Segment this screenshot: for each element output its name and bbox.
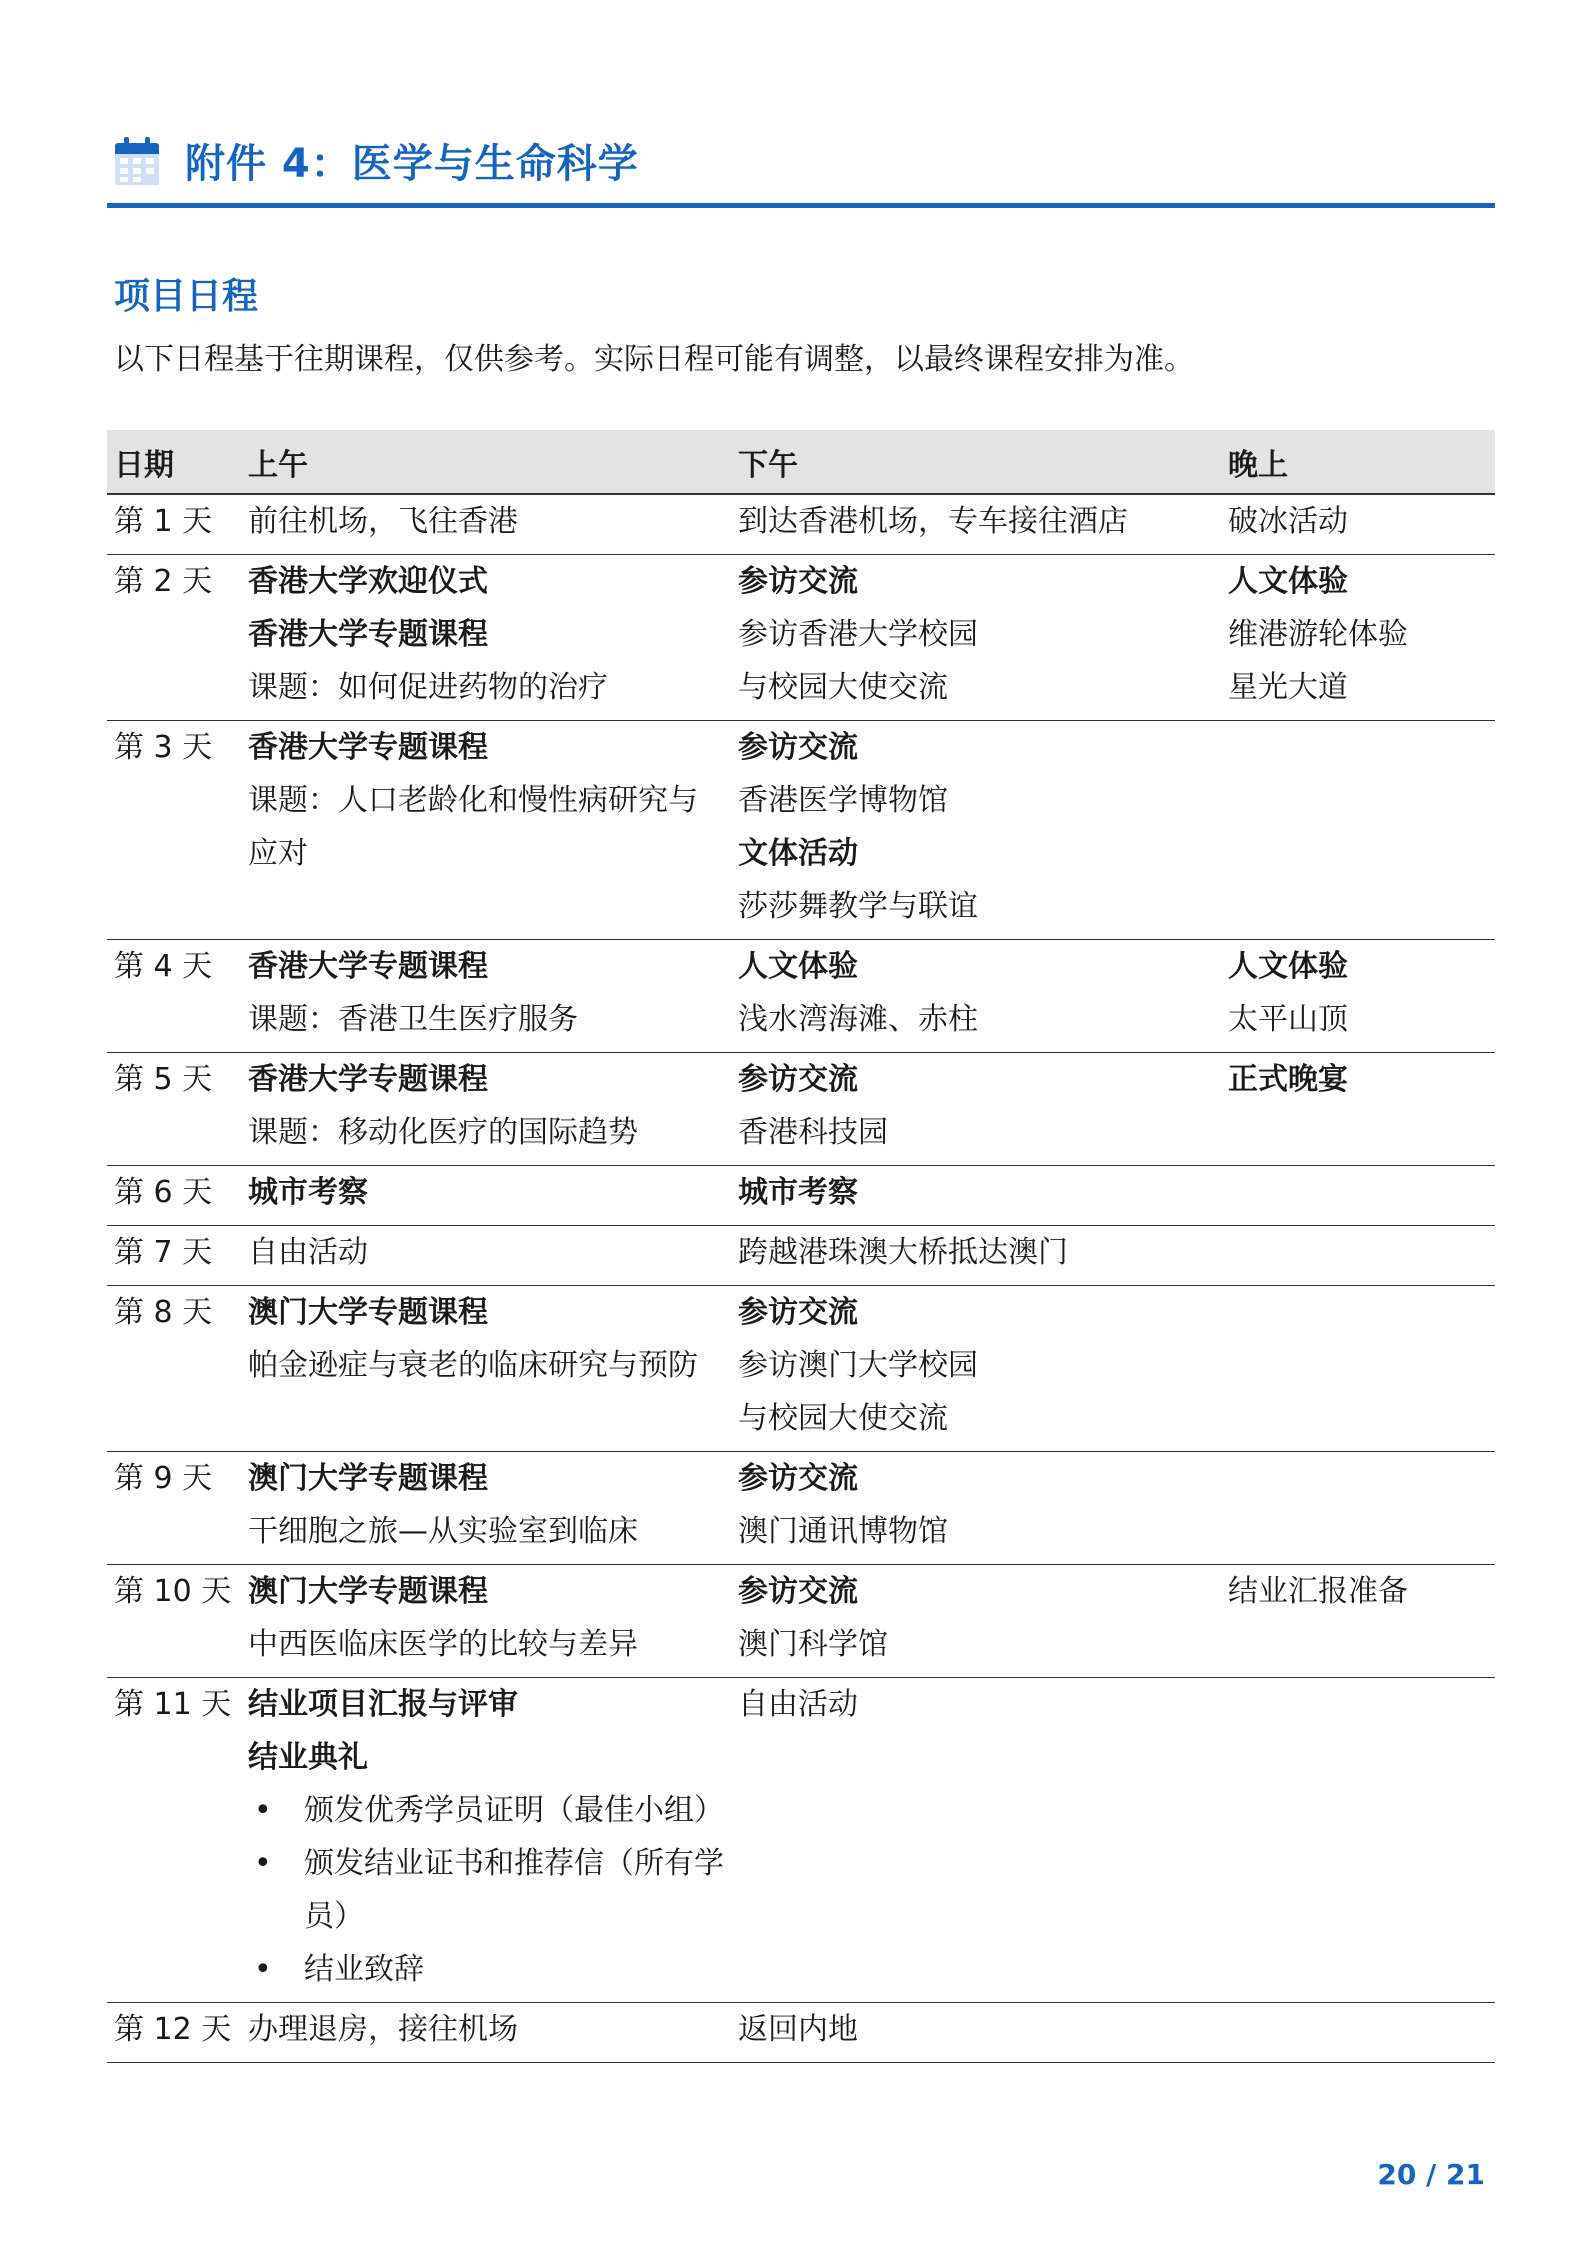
table-row <box>107 1053 1495 1166</box>
bullet-icon: • <box>254 1952 272 1987</box>
day-cell: 第 5 天 <box>107 1053 241 1166</box>
activity-detail: 维港游轮体验 <box>1228 617 1408 652</box>
morning-cell <box>241 494 731 555</box>
bullet-icon: • <box>254 1846 272 1881</box>
ceremony-bullet-item <box>248 1943 731 1996</box>
bullet-text: 结业致辞 <box>304 1952 424 1987</box>
evening-cell <box>1221 1053 1495 1166</box>
evening-cell <box>1221 1678 1495 2003</box>
morning-cell <box>241 940 731 1053</box>
activity-detail: 参访香港大学校园 <box>738 617 978 652</box>
activity-heading: 参访交流 <box>738 1062 858 1097</box>
activity-detail: 香港科技园 <box>738 1115 888 1150</box>
afternoon-cell <box>731 721 1221 940</box>
activity-detail: 帕金逊症与衰老的临床研究与预防 <box>248 1348 698 1383</box>
morning-cell <box>241 1226 731 1286</box>
activity-heading: 香港大学专题课程 <box>248 617 488 652</box>
page-title: 附件 4：医学与生命科学 <box>185 141 639 187</box>
page-header <box>107 128 1495 208</box>
activity-detail: 课题：人口老龄化和慢性病研究与 <box>248 783 698 818</box>
schedule-table <box>107 430 1495 2063</box>
afternoon-cell <box>731 1226 1221 1286</box>
table-row <box>107 1678 1495 2003</box>
activity-detail: 到达香港机场，专车接往酒店 <box>738 504 1128 539</box>
activity-heading: 城市考察 <box>248 1175 368 1210</box>
table-row <box>107 940 1495 1053</box>
activity-heading: 参访交流 <box>738 564 858 599</box>
activity-detail: 澳门通讯博物馆 <box>738 1514 948 1549</box>
morning-cell <box>241 2003 731 2063</box>
activity-heading: 参访交流 <box>738 1574 858 1609</box>
afternoon-cell <box>731 2003 1221 2063</box>
evening-cell <box>1221 1286 1495 1452</box>
evening-cell <box>1221 1452 1495 1565</box>
calendar-icon <box>112 134 162 188</box>
afternoon-cell <box>731 1286 1221 1452</box>
bullet-text: 颁发优秀学员证明（最佳小组） <box>304 1793 724 1828</box>
activity-heading: 香港大学专题课程 <box>248 949 488 984</box>
activity-heading: 城市考察 <box>738 1175 858 1210</box>
activity-detail: 干细胞之旅—从实验室到临床 <box>248 1514 638 1549</box>
header-evening: 晚上 <box>1221 430 1495 494</box>
activity-detail: 与校园大使交流 <box>738 670 948 705</box>
evening-cell <box>1221 1565 1495 1678</box>
header-morning: 上午 <box>241 430 731 494</box>
section-description: 以下日程基于往期课程，仅供参考。实际日程可能有调整，以最终课程安排为准。 <box>114 342 1194 377</box>
day-cell: 第 1 天 <box>107 494 241 555</box>
activity-heading: 香港大学专题课程 <box>248 730 488 765</box>
day-cell: 第 10 天 <box>107 1565 241 1678</box>
activity-heading: 人文体验 <box>1228 949 1348 984</box>
table-row <box>107 555 1495 721</box>
schedule-body <box>107 494 1495 2063</box>
activity-heading: 澳门大学专题课程 <box>248 1574 488 1609</box>
activity-detail: 香港医学博物馆 <box>738 783 948 818</box>
activity-heading: 人文体验 <box>1228 564 1348 599</box>
activity-detail: 返回内地 <box>738 2012 858 2047</box>
activity-detail: 课题：如何促进药物的治疗 <box>248 670 608 705</box>
evening-cell <box>1221 2003 1495 2063</box>
activity-detail: 参访澳门大学校园 <box>738 1348 978 1383</box>
activity-detail: 浅水湾海滩、赤柱 <box>738 1002 978 1037</box>
afternoon-cell <box>731 555 1221 721</box>
activity-heading: 参访交流 <box>738 1295 858 1330</box>
section-title: 项目日程 <box>114 276 259 317</box>
day-cell: 第 6 天 <box>107 1166 241 1226</box>
evening-cell <box>1221 940 1495 1053</box>
afternoon-cell <box>731 1678 1221 2003</box>
activity-heading: 结业项目汇报与评审 <box>248 1687 518 1722</box>
activity-heading: 香港大学专题课程 <box>248 1062 488 1097</box>
bullet-text: 颁发结业证书和推荐信（所有学员） <box>304 1846 724 1934</box>
table-row <box>107 721 1495 940</box>
day-cell: 第 3 天 <box>107 721 241 940</box>
table-row <box>107 1226 1495 1286</box>
activity-heading: 澳门大学专题课程 <box>248 1295 488 1330</box>
activity-detail: 太平山顶 <box>1228 1002 1348 1037</box>
activity-detail: 自由活动 <box>738 1687 858 1722</box>
activity-detail: 办理退房，接往机场 <box>248 2012 518 2047</box>
morning-cell <box>241 1678 731 2003</box>
morning-cell <box>241 1053 731 1166</box>
afternoon-cell <box>731 1452 1221 1565</box>
table-row <box>107 1452 1495 1565</box>
activity-detail: 结业汇报准备 <box>1228 1574 1408 1609</box>
evening-cell <box>1221 1226 1495 1286</box>
morning-cell <box>241 1565 731 1678</box>
activity-detail: 应对 <box>248 836 308 871</box>
ceremony-bullet-item <box>248 1837 731 1943</box>
activity-detail: 破冰活动 <box>1228 504 1348 539</box>
table-row <box>107 2003 1495 2063</box>
activity-heading: 文体活动 <box>738 836 858 871</box>
day-cell: 第 7 天 <box>107 1226 241 1286</box>
activity-detail: 中西医临床医学的比较与差异 <box>248 1627 638 1662</box>
activity-detail: 与校园大使交流 <box>738 1401 948 1436</box>
day-cell: 第 4 天 <box>107 940 241 1053</box>
activity-detail: 课题：移动化医疗的国际趋势 <box>248 1115 638 1150</box>
afternoon-cell <box>731 940 1221 1053</box>
evening-cell <box>1221 721 1495 940</box>
ceremony-bullet-item <box>248 1784 731 1837</box>
morning-cell <box>241 1166 731 1226</box>
activity-detail: 澳门科学馆 <box>738 1627 888 1662</box>
day-cell: 第 11 天 <box>107 1678 241 2003</box>
header-afternoon: 下午 <box>731 430 1221 494</box>
day-cell: 第 2 天 <box>107 555 241 721</box>
page-number: 20 / 21 <box>1377 2158 1485 2191</box>
afternoon-cell <box>731 1565 1221 1678</box>
morning-cell <box>241 1286 731 1452</box>
day-cell: 第 8 天 <box>107 1286 241 1452</box>
bullet-icon: • <box>254 1793 272 1828</box>
activity-heading: 澳门大学专题课程 <box>248 1461 488 1496</box>
day-cell: 第 9 天 <box>107 1452 241 1565</box>
morning-cell <box>241 555 731 721</box>
afternoon-cell <box>731 494 1221 555</box>
activity-detail: 跨越港珠澳大桥抵达澳门 <box>738 1235 1068 1270</box>
activity-detail: 莎莎舞教学与联谊 <box>738 889 978 924</box>
activity-detail: 前往机场，飞往香港 <box>248 504 518 539</box>
evening-cell <box>1221 1166 1495 1226</box>
afternoon-cell <box>731 1166 1221 1226</box>
activity-detail: 星光大道 <box>1228 670 1348 705</box>
table-row <box>107 494 1495 555</box>
morning-cell <box>241 1452 731 1565</box>
activity-heading: 香港大学欢迎仪式 <box>248 564 488 599</box>
activity-heading: 参访交流 <box>738 730 858 765</box>
evening-cell <box>1221 555 1495 721</box>
table-row <box>107 1565 1495 1678</box>
day-cell: 第 12 天 <box>107 2003 241 2063</box>
activity-detail: 自由活动 <box>248 1235 368 1270</box>
table-row <box>107 1286 1495 1452</box>
activity-heading: 参访交流 <box>738 1461 858 1496</box>
evening-cell <box>1221 494 1495 555</box>
header-divider <box>107 203 1495 208</box>
table-header-row <box>107 430 1495 494</box>
activity-detail: 课题：香港卫生医疗服务 <box>248 1002 578 1037</box>
activity-heading: 结业典礼 <box>248 1740 368 1775</box>
activity-heading: 正式晚宴 <box>1228 1062 1348 1097</box>
table-row <box>107 1166 1495 1226</box>
afternoon-cell <box>731 1053 1221 1166</box>
header-day: 日期 <box>107 430 241 494</box>
activity-heading: 人文体验 <box>738 949 858 984</box>
morning-cell <box>241 721 731 940</box>
